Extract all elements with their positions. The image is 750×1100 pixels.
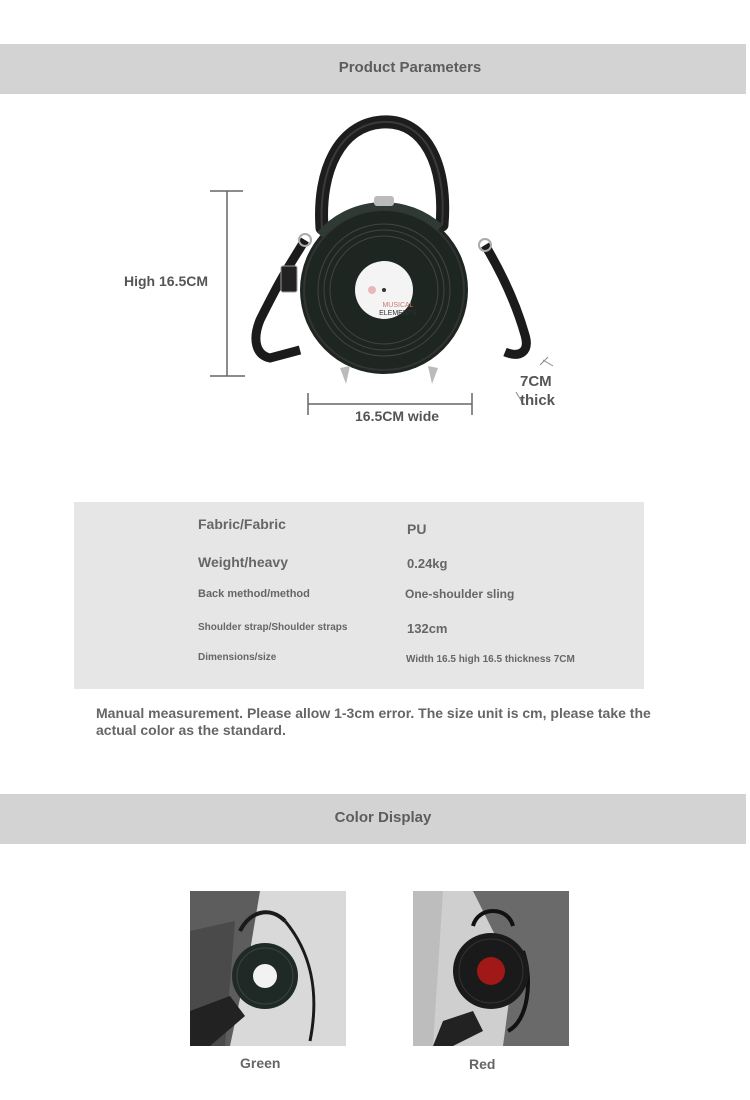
- record-label-line1: MUSICAL: [382, 302, 414, 309]
- thickness-label-line2: thick: [520, 392, 556, 409]
- spec-value: Width 16.5 high 16.5 thickness 7CM: [406, 654, 575, 665]
- section-title: Color Display: [334, 809, 432, 826]
- color-name-red: Red: [469, 1056, 496, 1072]
- measurement-note: Manual measurement. Please allow 1-3cm error. The size unit is cm, please take the actual color as the standard.: [96, 705, 651, 738]
- height-dimension-line: [210, 191, 245, 376]
- record-label-line2: ELEMENTS: [379, 310, 417, 317]
- spec-value: 0.24kg: [407, 556, 448, 571]
- spec-label: Back method/method: [198, 588, 310, 600]
- spec-value: One-shoulder sling: [405, 587, 515, 601]
- color-photo-red: [413, 891, 569, 1046]
- spec-value: 132cm: [407, 621, 448, 636]
- product-dimension-illustration: [0, 100, 750, 440]
- spec-label: Dimensions/size: [198, 652, 277, 663]
- spec-label: Shoulder strap/Shoulder straps: [198, 622, 348, 633]
- thickness-label-line1: 7CM: [520, 373, 552, 390]
- color-photo-green: [190, 891, 346, 1046]
- section-title: Product Parameters: [338, 59, 482, 76]
- spec-value: PU: [407, 521, 427, 537]
- spec-label: Fabric/Fabric: [198, 516, 286, 532]
- height-label: High 16.5CM: [124, 273, 209, 289]
- spec-label: Weight/heavy: [198, 554, 288, 570]
- section-header-color-display: [0, 794, 746, 844]
- section-header-product-parameters: [0, 44, 746, 94]
- width-label: 16.5CM wide: [355, 408, 440, 424]
- color-name-green: Green: [240, 1055, 281, 1071]
- spec-table: [74, 502, 644, 689]
